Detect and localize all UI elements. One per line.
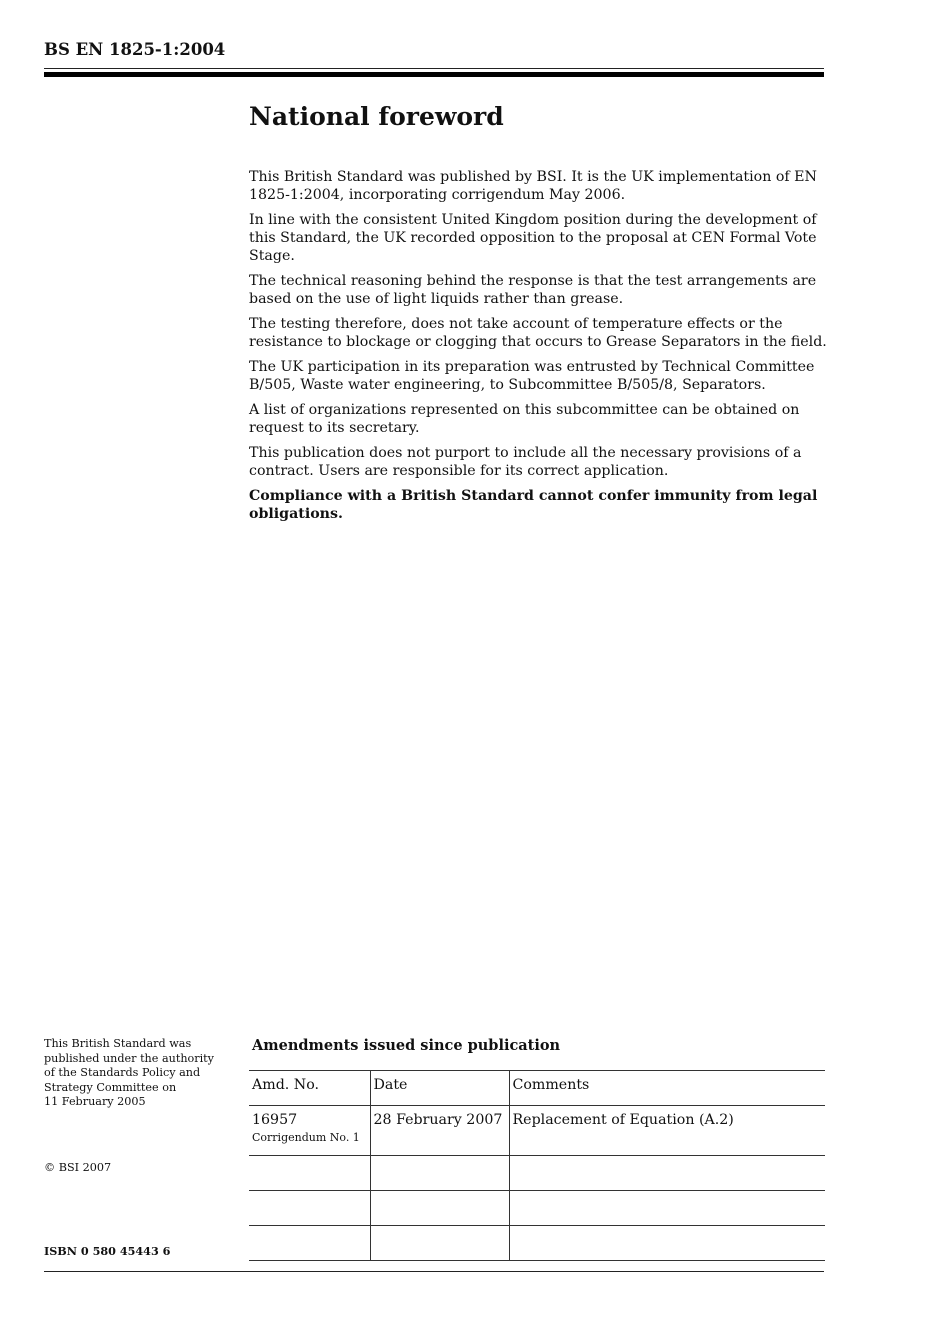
- paragraph-2: In line with the consistent United Kingdom position during the development of this Standard, the UK recorded opposition to the proposal at CEN Formal Vote Stage.: [249, 212, 817, 264]
- comments-cell: Replacement of Equation (A.2): [509, 1106, 825, 1156]
- paragraph-6: A list of organizations represented on this subcommittee can be obtained on request to its secretary.: [249, 402, 800, 436]
- table-row-empty: [249, 1191, 825, 1226]
- column-header-comments: Comments: [509, 1071, 825, 1106]
- publication-note-line: 11 February 2005: [44, 1095, 146, 1108]
- publication-note-line: published under the authority: [44, 1051, 214, 1065]
- table-row-empty: [249, 1226, 825, 1261]
- amd-no-cell: [249, 1106, 370, 1156]
- empty-cell: [370, 1226, 509, 1261]
- publication-note-line: of the Standards Policy and: [44, 1066, 201, 1079]
- table-row-empty: [249, 1156, 825, 1191]
- foreword-section: [249, 102, 829, 530]
- header-rule-thin: [44, 68, 824, 69]
- paragraph-1: This British Standard was published by BSI. It is the UK implementation of EN 1825-1:2004, incorporating corrigendum May 2006.: [249, 169, 817, 203]
- empty-cell: [249, 1191, 370, 1226]
- amendments-table: [249, 1070, 825, 1261]
- paragraph-3: The technical reasoning behind the response is that the test arrangements are based on the use of light liquids rather than grease.: [249, 273, 817, 307]
- date-cell: 28 February 2007: [370, 1106, 509, 1156]
- paragraph-4: The testing therefore, does not take account of temperature effects or the resistance to blockage or clogging that occurs to Grease Separators in the field.: [249, 316, 827, 350]
- amendments-title: Amendments issued since publication: [252, 1037, 561, 1054]
- paragraph-7: This publication does not purport to include all the necessary provisions of a contract. Users are responsible for its correct application.: [249, 445, 802, 479]
- empty-cell: [370, 1156, 509, 1191]
- page-title: National foreword: [249, 102, 504, 131]
- publication-note: [44, 1037, 234, 1110]
- empty-cell: [509, 1226, 825, 1261]
- empty-cell: [370, 1191, 509, 1226]
- publication-note-line: This British Standard was: [44, 1037, 192, 1050]
- empty-cell: [249, 1156, 370, 1191]
- column-header-date: Date: [370, 1071, 509, 1106]
- publication-note-line: Strategy Committee on: [44, 1080, 177, 1094]
- paragraph-5: The UK participation in its preparation was entrusted by Technical Committee B/505, Waste water engineering, to Subcommittee B/505/8, Separators.: [249, 359, 815, 393]
- empty-cell: [509, 1191, 825, 1226]
- table-row: [249, 1106, 825, 1156]
- amd-sub: Corrigendum No. 1: [252, 1131, 360, 1144]
- header-rule-thick: [44, 72, 824, 77]
- document-id: BS EN 1825-1:2004: [44, 40, 226, 59]
- isbn: ISBN 0 580 45443 6: [44, 1244, 171, 1258]
- column-header-amd-no: Amd. No.: [249, 1071, 370, 1106]
- amd-no: 16957: [252, 1112, 298, 1128]
- empty-cell: [249, 1226, 370, 1261]
- empty-cell: [509, 1156, 825, 1191]
- copyright: © BSI 2007: [44, 1161, 112, 1174]
- compliance-statement: Compliance with a British Standard cannot confer immunity from legal obligations.: [249, 488, 818, 522]
- footer-rule: [44, 1271, 824, 1272]
- table-header-row: [249, 1071, 825, 1106]
